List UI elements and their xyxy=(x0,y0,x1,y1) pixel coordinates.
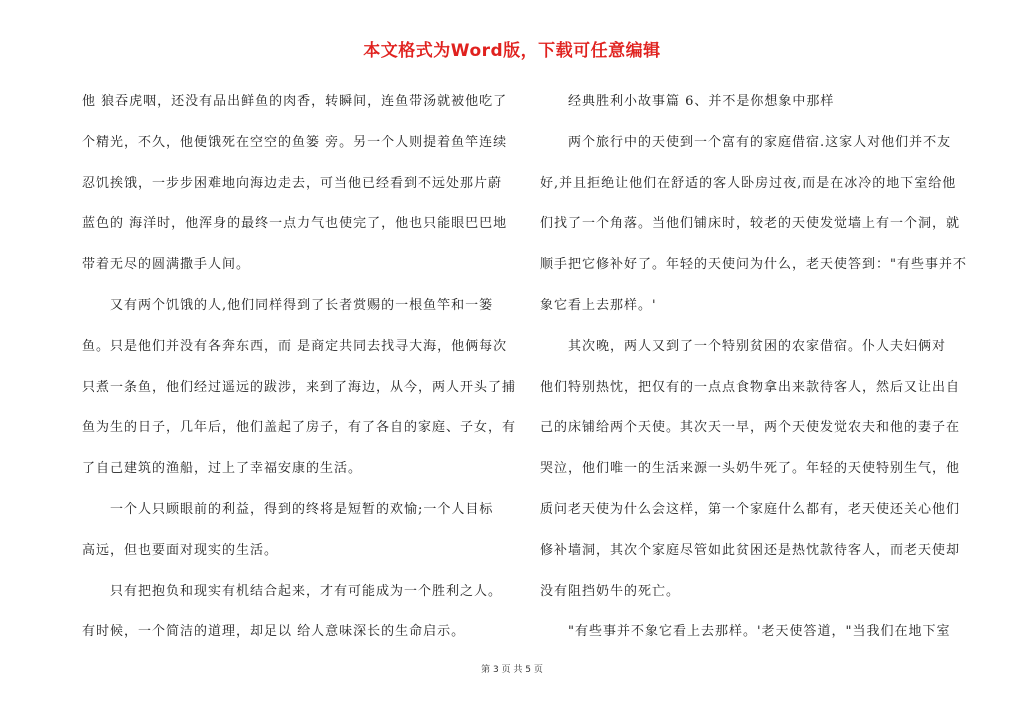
text-line: 鱼。只是他们并没有各奔东西，而 是商定共同去找寻大海，他俩每次 xyxy=(82,338,508,354)
left-text-column xyxy=(82,82,522,653)
page-number-footer: 第 3 页 共 5 页 xyxy=(481,665,543,675)
page-header-title: 本文格式为Word版，下载可任意编辑 xyxy=(363,41,661,61)
text-line: 了自己建筑的渔船，过上了幸福安康的生活。 xyxy=(82,461,363,477)
text-line: 他 狼吞虎咽，还没有品出鲜鱼的肉香，转瞬间，连鱼带汤就被他吃了 xyxy=(82,94,508,109)
text-line: 他们特别热忱，把仅有的一点点食物拿出来款待客人，然后又让出自 xyxy=(540,379,961,395)
text-line: 一个人只顾眼前的利益，得到的终将是短暂的欢愉;一个人目标 xyxy=(82,501,494,517)
text-line: 没有阻挡奶牛的死亡。 xyxy=(540,583,681,599)
right-text-column xyxy=(540,82,967,653)
text-line: 修补墙洞，其次个家庭尽管如此贫困还是热忱款待客人，而老天使却 xyxy=(540,542,961,558)
text-line: 只有把抱负和现实有机结合起来，才有可能成为一个胜利之人。 xyxy=(82,583,503,599)
section-heading: 经典胜利小故事篇 6、并不是你想象中那样 xyxy=(540,94,835,109)
text-line: 哭泣，他们唯一的生活来源一头奶牛死了。年轻的天使特别生气，他 xyxy=(540,461,961,477)
text-line: 己的床铺给两个天使。其次天一早，两个天使发觉农夫和他的妻子在 xyxy=(540,420,961,436)
text-line: 们找了一个角落。当他们铺床时，较老的天使发觉墙上有一个洞，就 xyxy=(540,216,961,232)
text-line: 有时候，一个简洁的道理，却足以 给人意味深长的生命启示。 xyxy=(82,624,466,640)
text-line: 象它看上去那样。' xyxy=(540,297,657,313)
text-line: 质问老天使为什么会这样，第一个家庭什么都有，老天使还关心他们 xyxy=(540,501,961,517)
text-line: 鱼为生的日子，几年后，他们盖起了房子，有了各自的家庭、子女，有 xyxy=(82,420,517,436)
text-line: 好,并且拒绝让他们在舒适的客人卧房过夜,而是在冰冷的地下室给他 xyxy=(540,175,957,191)
text-line: 带着无尽的圆满撒手人间。 xyxy=(82,257,251,273)
text-line: 个精光，不久，他便饿死在空空的鱼篓 旁。另一个人则提着鱼竿连续 xyxy=(82,134,508,150)
text-line: 蓝色的 海洋时，他浑身的最终一点力气也使完了，他也只能眼巴巴地 xyxy=(82,216,508,232)
text-line: 忍饥挨饿，一步步困难地向海边走去，可当他已经看到不远处那片蔚 xyxy=(82,175,503,191)
text-line: 两个旅行中的天使到一个富有的家庭借宿.这家人对他们并不友 xyxy=(540,134,952,150)
text-line: 只煮一条鱼，他们经过遥远的跋涉，来到了海边，从今，两人开头了捕 xyxy=(82,379,517,395)
text-line: 其次晚，两人又到了一个特别贫困的农家借宿。仆人夫妇俩对 xyxy=(540,338,947,354)
text-line: 又有两个饥饿的人,他们同样得到了长者赏赐的一根鱼竿和一篓 xyxy=(82,297,494,313)
text-line: "有些事并不象它看上去那样。'老天使答道，"当我们在地下室 xyxy=(540,624,951,640)
text-line: 顺手把它修补好了。年轻的天使问为什么，老天使答到："有些事并不 xyxy=(540,257,967,273)
text-line: 高远，但也要面对现实的生活。 xyxy=(82,542,279,558)
